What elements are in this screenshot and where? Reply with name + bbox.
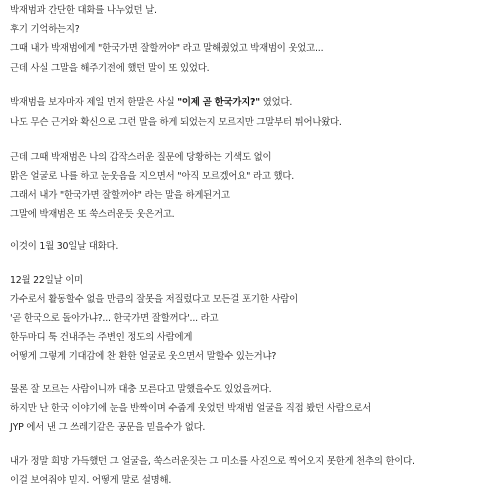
text-line: 이것이 1월 30일날 대화다. — [10, 241, 119, 252]
text-line: 하지만 난 한국 이야기에 눈을 반짝이며 수줍게 웃었던 박재범 얼굴을 직접 봤던 사람으로서 — [10, 403, 372, 414]
text-segment: 박재범을 보자마자 제일 먼저 한말은 사실 — [10, 97, 175, 108]
text-line: 박재범과 간단한 대화를 나누었던 날. — [10, 5, 157, 16]
text-line: 그래서 내가 "한국가면 잘할꺼야" 라는 말을 하게된거고 — [10, 190, 230, 201]
text-line: 어떻게 그렇게 기대감에 찬 환한 얼굴로 웃으면서 말할수 있는거냐? — [10, 351, 277, 362]
text-line: 이걸 보여줘야 믿지. 어떻게 말로 설명해. — [10, 475, 172, 486]
text-line: '곧 한국으로 돌아가냐?... 한국가면 잘할꺼다'... 라고 — [10, 313, 219, 324]
text-line: 물론 잘 모르는 사람이니까 대충 모른다고 말했을수도 있었을꺼다. — [10, 384, 272, 395]
text-line — [10, 96, 292, 109]
text-line: 후기 기억하는지? — [10, 24, 80, 35]
text-line: 근데 사실 그말을 해주기전에 했던 말이 또 있었다. — [10, 63, 210, 74]
text-line: 그말에 박재범은 또 쑥스러운듯 웃은거고. — [10, 209, 175, 220]
text-line: 가수로서 활동할수 없을 만큼의 잘못을 저질렀다고 모든걸 포기한 사람이 — [10, 294, 298, 305]
text-line: JYP 에서 낸 그 쓰레기같은 공문을 믿을수가 없다. — [10, 422, 206, 433]
text-line: 그때 내가 박재범에게 "한국가면 잘할꺼야" 라고 말해줬었고 박재범이 웃었고... — [10, 43, 324, 54]
text-segment: 였었다. — [262, 97, 293, 108]
text-line: 한두마디 툭 건내주는 주변인 정도의 사람에게 — [10, 332, 193, 343]
text-line: 맑은 얼굴로 나를 하고 눈웃음을 지으면서 "아직 모르겠어요" 라고 했다. — [10, 171, 295, 182]
text-line: 12월 22일날 이미 — [10, 275, 83, 286]
text-line: 나도 무슨 근거와 확신으로 그런 말을 하게 되었는지 모르지만 그말부터 튀어나왔다. — [10, 117, 342, 128]
text-line: 내가 정말 희망 가득했던 그 얼굴을, 쑥스러운짓는 그 미소를 사진으로 찍어오지 못한게 천추의 한이다. — [10, 456, 415, 467]
text-line: 근데 그때 박재범은 나의 갑작스러운 질문에 당황하는 기색도 없이 — [10, 152, 272, 163]
emphasized-quote: "이제 곧 한국가지?" — [177, 97, 260, 108]
